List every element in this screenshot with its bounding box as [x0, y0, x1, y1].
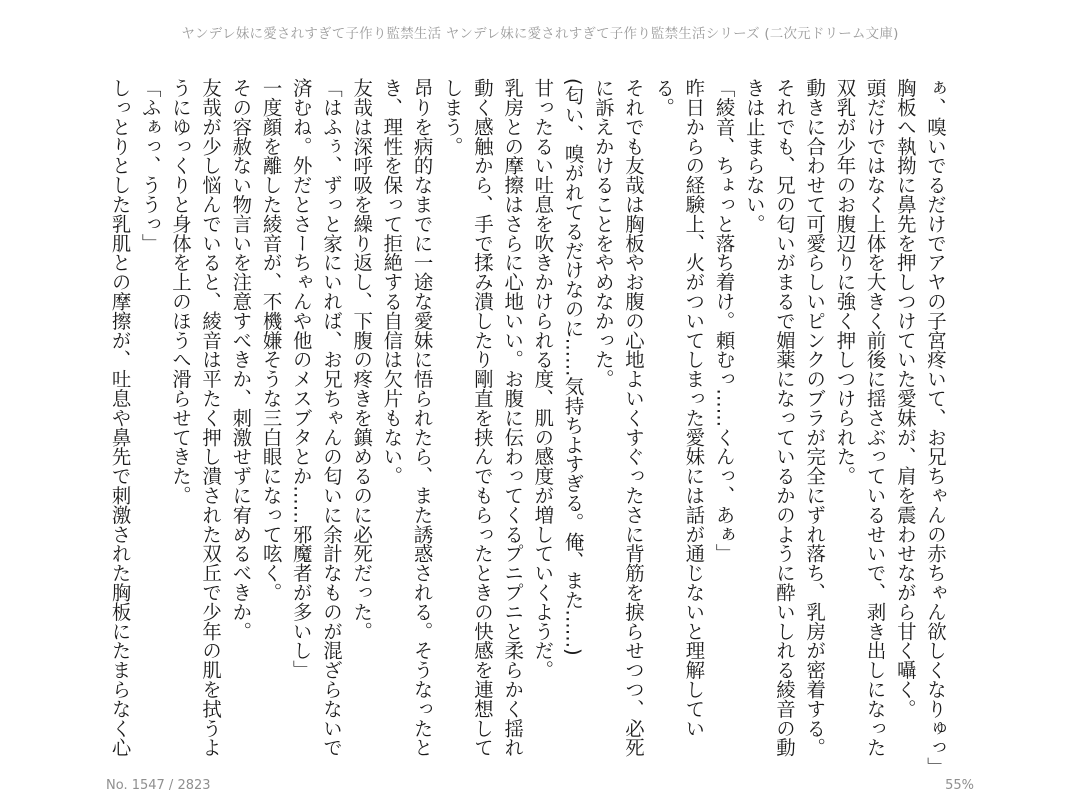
book-title: ヤンデレ妹に愛されすぎて子作り監禁生活 ヤンデレ妹に愛されすぎて子作り監禁生活シリーズ (二次元ドリーム文庫) [181, 26, 899, 42]
paragraph: 胸板へ執拗に鼻先を押しつけていた愛妹が、肩を震わせながら甘く囁く。 [893, 78, 917, 719]
location-indicator: No. 1547 / 2823 [106, 778, 211, 793]
paragraph: しっとりとした乳肌との摩擦が、吐息や鼻先で刺激された胸板にたまらなく心 [108, 78, 132, 757]
paragraph: 一度顔を離した綾音が、不機嫌そうな三白眼になって呟く。 [259, 78, 283, 602]
paragraph: 昨日からの経験上、火がついてしまった愛妹には話が通じないと理解している。 [652, 78, 706, 738]
vertical-text-body [108, 78, 950, 777]
paragraph: それでも、兄の匂いがまるで媚薬になっているかのように酔いしれる綾音の動きは止まらない。 [742, 78, 796, 757]
reading-progress-percent: 55% [945, 778, 974, 793]
paragraph: 動きに合わせて可愛らしいピンクのブラが完全にずれ落ち、乳房が密着する。 [803, 78, 827, 757]
reading-area[interactable] [108, 78, 950, 777]
paragraph: それでも友哉は胸板やお腹の心地よいくすぐったさに背筋を捩らせつつ、必死に訴えかけることをやめなかった。 [591, 78, 645, 757]
paragraph: 「ふぁっ、ううっ」 [138, 78, 162, 253]
paragraph: (匂い、嗅がれてるだけなのに……気持ちよすぎる。俺、また……) [561, 78, 585, 656]
paragraph: その容赦ない物言いを注意すべきか、刺激せずに宥めるべきか。 [229, 78, 253, 641]
paragraph: 「はふぅ、ずっと家にいれば、お兄ちゃんの匂いに余計なものが混ざらないで済むね。外だとさーちゃんや他のメスブタとか……邪魔者が多いし」 [289, 78, 343, 757]
paragraph: 友哉は深呼吸を繰り返し、下腹の疼きを鎮めるのに必死だった。 [350, 78, 374, 641]
paragraph: 頭だけではなく上体を大きく前後に揺さぶっているせいで、剥き出しになった双乳が少年のお腹辺りに強く押しつけられた。 [833, 78, 887, 757]
paragraph: 「綾音、ちょっと落ち着け。頼むっ……くんっ、あぁ」 [712, 78, 736, 563]
paragraph: 甘ったるい吐息を吹きかけられる度、肌の感度が増していくようだ。 [531, 78, 555, 680]
paragraph: 友哉が少し悩んでいると、綾音は平たく押し潰された双丘で少年の肌を拭うようにゆっくりと身体を上のほうへ滑らせてきた。 [168, 78, 223, 757]
paragraph: 乳房との摩擦はさらに心地いい。お腹に伝わってくるプニプニと柔らかく揺れ動く感触から、手で揉み潰したり剛直を挟んでもらったときの快感を連想してしまう。 [440, 78, 525, 757]
paragraph: ぁ、嗅いでるだけでアヤの子宮疼いて、お兄ちゃんの赤ちゃん欲しくなりゅっ」 [924, 78, 947, 777]
paragraph: 昂りを病的なまでに一途な愛妹に悟られたら、また誘惑される。そうなったとき、理性を保って拒絶する自信は欠片もない。 [380, 78, 434, 757]
